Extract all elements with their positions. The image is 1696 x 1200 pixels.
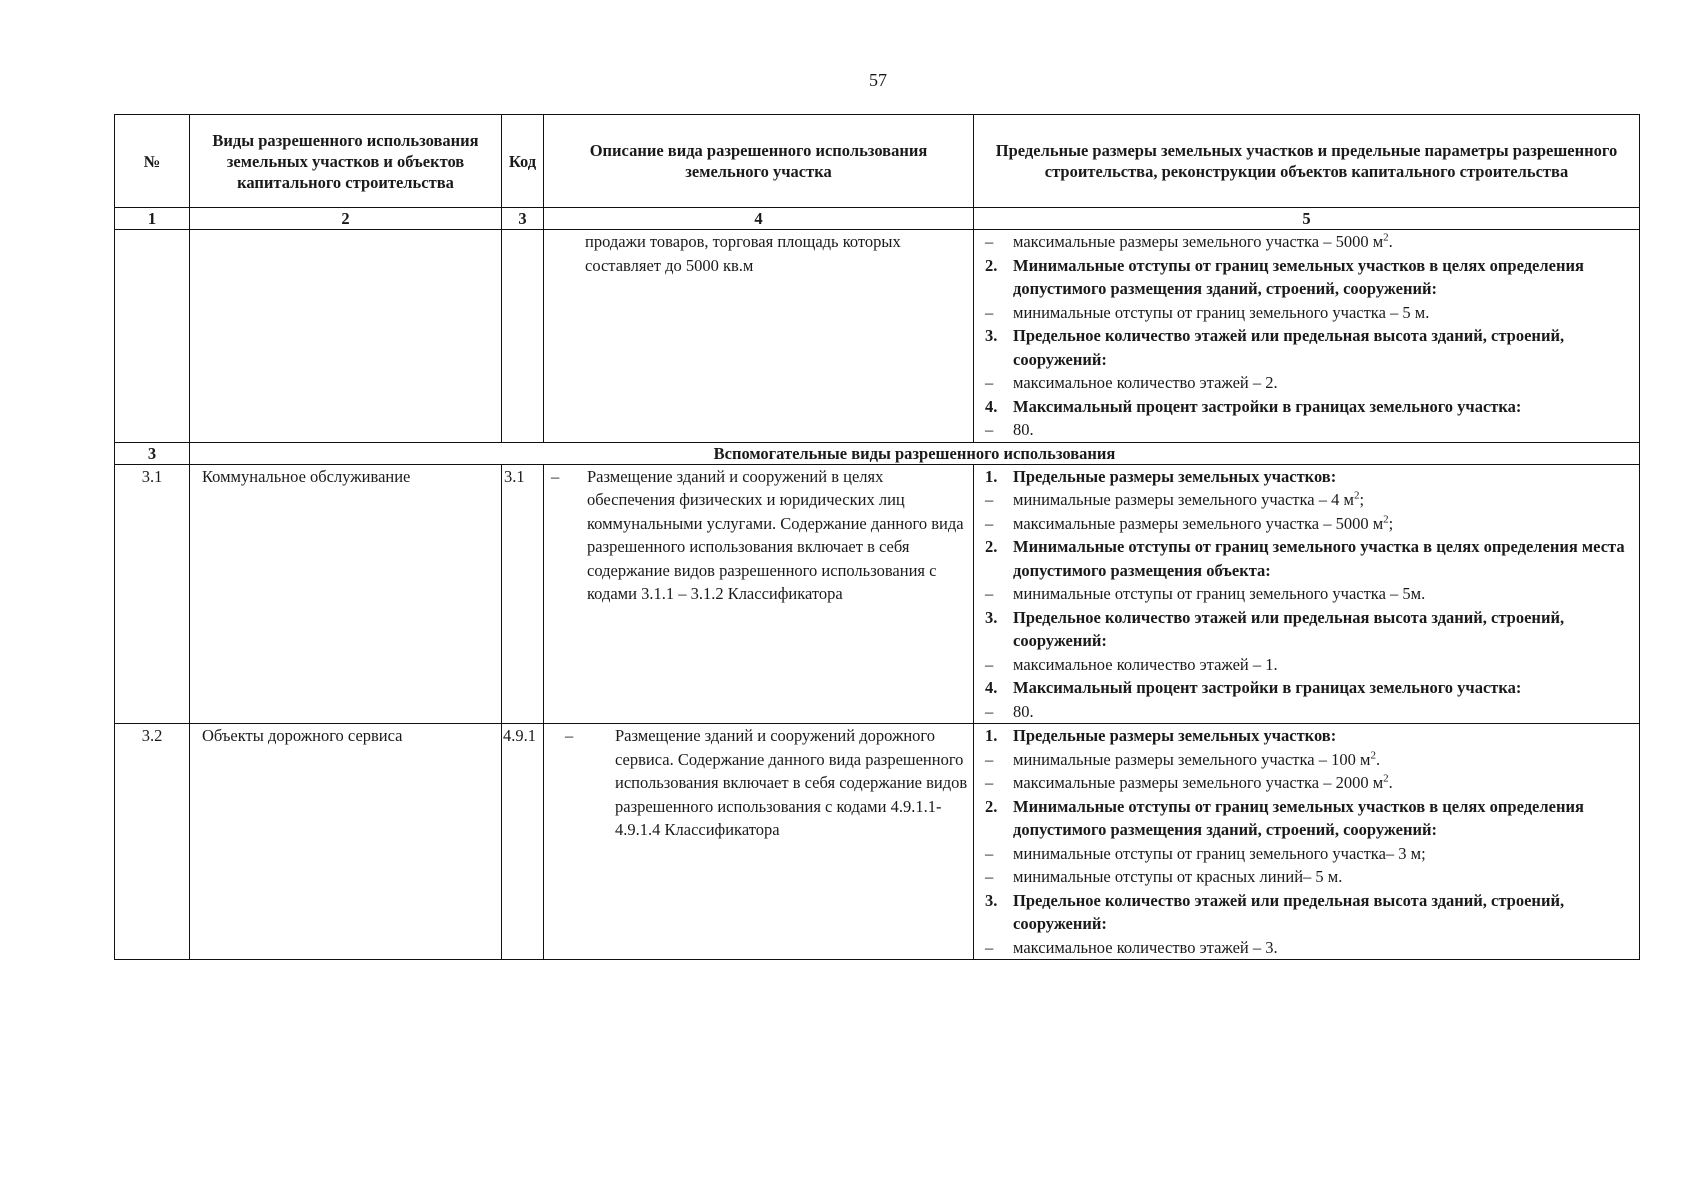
param-heading bbox=[977, 395, 1636, 419]
param-text-main: минимальные отступы от границ земельного участка– 3 м; bbox=[1013, 843, 1426, 863]
column-number: 2 bbox=[190, 208, 502, 230]
param-item bbox=[977, 301, 1636, 325]
table-row bbox=[115, 724, 1640, 960]
param-text-main: минимальные размеры земельного участка – 100 м bbox=[1013, 749, 1371, 769]
regulations-table bbox=[114, 114, 1640, 960]
param-text bbox=[1013, 371, 1636, 395]
param-marker: – bbox=[985, 513, 994, 533]
cell-type: Объекты дорожного сервиса bbox=[190, 724, 502, 960]
param-superscript: 2 bbox=[1383, 513, 1389, 525]
param-text-tail: ; bbox=[1388, 513, 1394, 533]
header-code: Код bbox=[502, 115, 544, 208]
param-marker: – bbox=[985, 302, 994, 322]
cell-description bbox=[544, 464, 974, 724]
param-item bbox=[977, 842, 1636, 866]
param-superscript: 2 bbox=[1383, 231, 1389, 244]
param-text bbox=[1013, 771, 1636, 795]
param-text bbox=[1013, 936, 1636, 960]
param-marker: 4. bbox=[985, 396, 998, 416]
param-text bbox=[1013, 324, 1636, 371]
column-number-row bbox=[115, 208, 1640, 230]
section-title: Вспомогательные виды разрешенного использования bbox=[190, 442, 1640, 464]
table-header-row bbox=[115, 115, 1640, 208]
section-number: 3 bbox=[115, 442, 190, 464]
cell-description bbox=[544, 230, 974, 443]
param-heading bbox=[977, 889, 1636, 936]
param-text-main: максимальные размеры земельного участка – 5000 м bbox=[1013, 513, 1384, 533]
header-description: Описание вида разрешенного использования земельного участка bbox=[544, 115, 974, 208]
param-text-main: Предельные размеры земельных участков: bbox=[1013, 726, 1337, 745]
param-text bbox=[1013, 676, 1636, 700]
cell-code: 4.9.1 bbox=[502, 724, 544, 960]
column-number: 5 bbox=[974, 208, 1640, 230]
param-text-main: максимальное количество этажей – 3. bbox=[1013, 937, 1278, 957]
cell-no: 3.1 bbox=[115, 464, 190, 724]
param-text-main: минимальные размеры земельного участка – 4 м bbox=[1013, 490, 1354, 509]
param-heading bbox=[977, 254, 1636, 301]
param-text bbox=[1013, 653, 1636, 677]
param-item bbox=[977, 653, 1636, 677]
param-text bbox=[1013, 230, 1636, 254]
param-text-main: 80. bbox=[1013, 420, 1034, 439]
param-marker: 3. bbox=[985, 607, 998, 627]
param-heading bbox=[977, 795, 1636, 842]
param-heading bbox=[977, 324, 1636, 371]
cell-no bbox=[115, 230, 190, 443]
param-superscript: 2 bbox=[1353, 489, 1360, 502]
param-marker: – bbox=[985, 867, 994, 886]
param-marker: – bbox=[985, 420, 994, 439]
description-text: Размещение зданий и сооружений дорожного сервиса. Содержание данного вида разрешенного использования включает в себя содержание видов разрешенного использования с кодами 4.9.1.1-4.9.1.4 Классификатора bbox=[615, 726, 968, 839]
param-text-tail: ; bbox=[1359, 490, 1365, 509]
cell-code bbox=[502, 230, 544, 443]
param-marker: – bbox=[985, 701, 994, 721]
param-item bbox=[977, 418, 1636, 442]
param-text bbox=[1013, 724, 1636, 748]
param-marker: 1. bbox=[985, 726, 998, 745]
cell-limits bbox=[974, 724, 1640, 960]
param-marker: 2. bbox=[985, 796, 998, 816]
cell-description bbox=[544, 724, 974, 960]
param-marker: – bbox=[985, 773, 994, 792]
param-text bbox=[1013, 395, 1636, 419]
param-text-main: максимальное количество этажей – 1. bbox=[1013, 654, 1278, 674]
param-text-main: Предельное количество этажей или предельная высота зданий, строений, сооружений: bbox=[1013, 607, 1565, 650]
param-superscript: 2 bbox=[1370, 749, 1376, 761]
page-number: 57 bbox=[869, 70, 887, 90]
dash-marker: – bbox=[551, 466, 560, 486]
param-text-main: Минимальные отступы от границ земельных участков в целях определения допустимого размещения зданий, строений, сооружений: bbox=[1013, 255, 1584, 298]
param-item bbox=[977, 230, 1636, 254]
table-row bbox=[115, 464, 1640, 724]
param-superscript: 2 bbox=[1383, 772, 1389, 785]
param-text bbox=[1013, 889, 1636, 936]
dash-marker: – bbox=[565, 726, 574, 745]
param-item bbox=[977, 865, 1636, 889]
param-item bbox=[977, 512, 1636, 536]
param-text bbox=[1013, 748, 1636, 772]
cell-limits bbox=[974, 230, 1640, 443]
param-marker: – bbox=[985, 937, 994, 957]
param-text-main: Предельное количество этажей или предельная высота зданий, строений, сооружений: bbox=[1013, 890, 1565, 933]
param-heading bbox=[977, 535, 1636, 582]
param-text-main: Максимальный процент застройки в границах земельного участка: bbox=[1013, 396, 1522, 416]
param-text-main: минимальные отступы от границ земельного участка – 5м. bbox=[1013, 584, 1426, 603]
param-text-main: Минимальные отступы от границ земельных участков в целях определения допустимого размещения зданий, строений, сооружений: bbox=[1013, 796, 1584, 839]
param-marker: 1. bbox=[985, 466, 998, 486]
param-marker: – bbox=[985, 373, 994, 392]
param-text-main: максимальные размеры земельного участка – 5000 м bbox=[1013, 232, 1384, 251]
param-heading bbox=[977, 465, 1636, 489]
param-text-main: максимальное количество этажей – 2. bbox=[1013, 373, 1278, 392]
param-heading bbox=[977, 606, 1636, 653]
param-marker: 2. bbox=[985, 537, 998, 556]
param-text-tail: . bbox=[1388, 773, 1393, 792]
param-marker: – bbox=[985, 584, 994, 603]
param-text-tail: . bbox=[1375, 749, 1381, 769]
param-text-tail: . bbox=[1388, 232, 1393, 251]
param-text-main: минимальные отступы от красных линий– 5 м. bbox=[1013, 867, 1343, 886]
param-text-main: Предельное количество этажей или предельная высота зданий, строений, сооружений: bbox=[1013, 326, 1565, 369]
cell-type bbox=[190, 230, 502, 443]
param-marker: – bbox=[985, 749, 994, 769]
header-limits: Предельные размеры земельных участков и предельные параметры разрешенного строительства, реконструкции объектов капитального строительства bbox=[974, 115, 1640, 208]
param-marker: – bbox=[985, 490, 994, 509]
param-item bbox=[977, 748, 1636, 772]
header-type: Виды разрешенного использования земельных участков и объектов капитального строительства bbox=[190, 115, 502, 208]
param-heading bbox=[977, 676, 1636, 700]
param-text-main: Предельные размеры земельных участков: bbox=[1013, 466, 1337, 486]
header-no: № bbox=[115, 115, 190, 208]
param-heading bbox=[977, 724, 1636, 748]
cell-code: 3.1 bbox=[502, 464, 544, 724]
param-text bbox=[1013, 865, 1636, 889]
column-number: 3 bbox=[502, 208, 544, 230]
param-text bbox=[1013, 301, 1636, 325]
param-item bbox=[977, 488, 1636, 512]
param-text bbox=[1013, 795, 1636, 842]
param-text bbox=[1013, 418, 1636, 442]
param-text-main: Максимальный процент застройки в границах земельного участка: bbox=[1013, 678, 1522, 697]
param-text bbox=[1013, 512, 1636, 536]
param-text bbox=[1013, 535, 1636, 582]
param-marker: 2. bbox=[985, 255, 998, 275]
description-text: продажи товаров, торговая площадь которых составляет до 5000 кв.м bbox=[585, 232, 901, 275]
param-marker: – bbox=[985, 654, 994, 674]
param-text-main: Минимальные отступы от границ земельного участка в целях определения места допустимого размещения объекта: bbox=[1013, 537, 1625, 580]
param-item bbox=[977, 582, 1636, 606]
cell-limits bbox=[974, 464, 1640, 724]
param-text bbox=[1013, 254, 1636, 301]
section-row bbox=[115, 442, 1640, 464]
param-marker: – bbox=[985, 843, 994, 863]
param-text bbox=[1013, 700, 1636, 724]
description-text: Размещение зданий и сооружений в целях обеспечения физических и юридических лиц коммунальными услугами. Содержание данного вида разрешенного использования включает в себя содержание видов разрешенного использования с кодами 3.1.1 – 3.1.2 Классификатора bbox=[587, 466, 964, 603]
param-text bbox=[1013, 465, 1636, 489]
param-item bbox=[977, 936, 1636, 960]
param-text-main: максимальные размеры земельного участка – 2000 м bbox=[1013, 773, 1384, 792]
param-text bbox=[1013, 842, 1636, 866]
param-marker: – bbox=[985, 232, 994, 251]
param-marker: 4. bbox=[985, 678, 998, 697]
cell-no: 3.2 bbox=[115, 724, 190, 960]
param-text bbox=[1013, 488, 1636, 512]
param-text bbox=[1013, 582, 1636, 606]
cell-type: Коммунальное обслуживание bbox=[190, 464, 502, 724]
param-text bbox=[1013, 606, 1636, 653]
param-marker: 3. bbox=[985, 326, 998, 345]
column-number: 4 bbox=[544, 208, 974, 230]
param-item bbox=[977, 371, 1636, 395]
param-text-main: 80. bbox=[1013, 701, 1034, 721]
param-item bbox=[977, 771, 1636, 795]
param-text-main: минимальные отступы от границ земельного участка – 5 м. bbox=[1013, 302, 1430, 322]
column-number: 1 bbox=[115, 208, 190, 230]
param-marker: 3. bbox=[985, 890, 998, 910]
table-row-continued bbox=[115, 230, 1640, 443]
param-item bbox=[977, 700, 1636, 724]
